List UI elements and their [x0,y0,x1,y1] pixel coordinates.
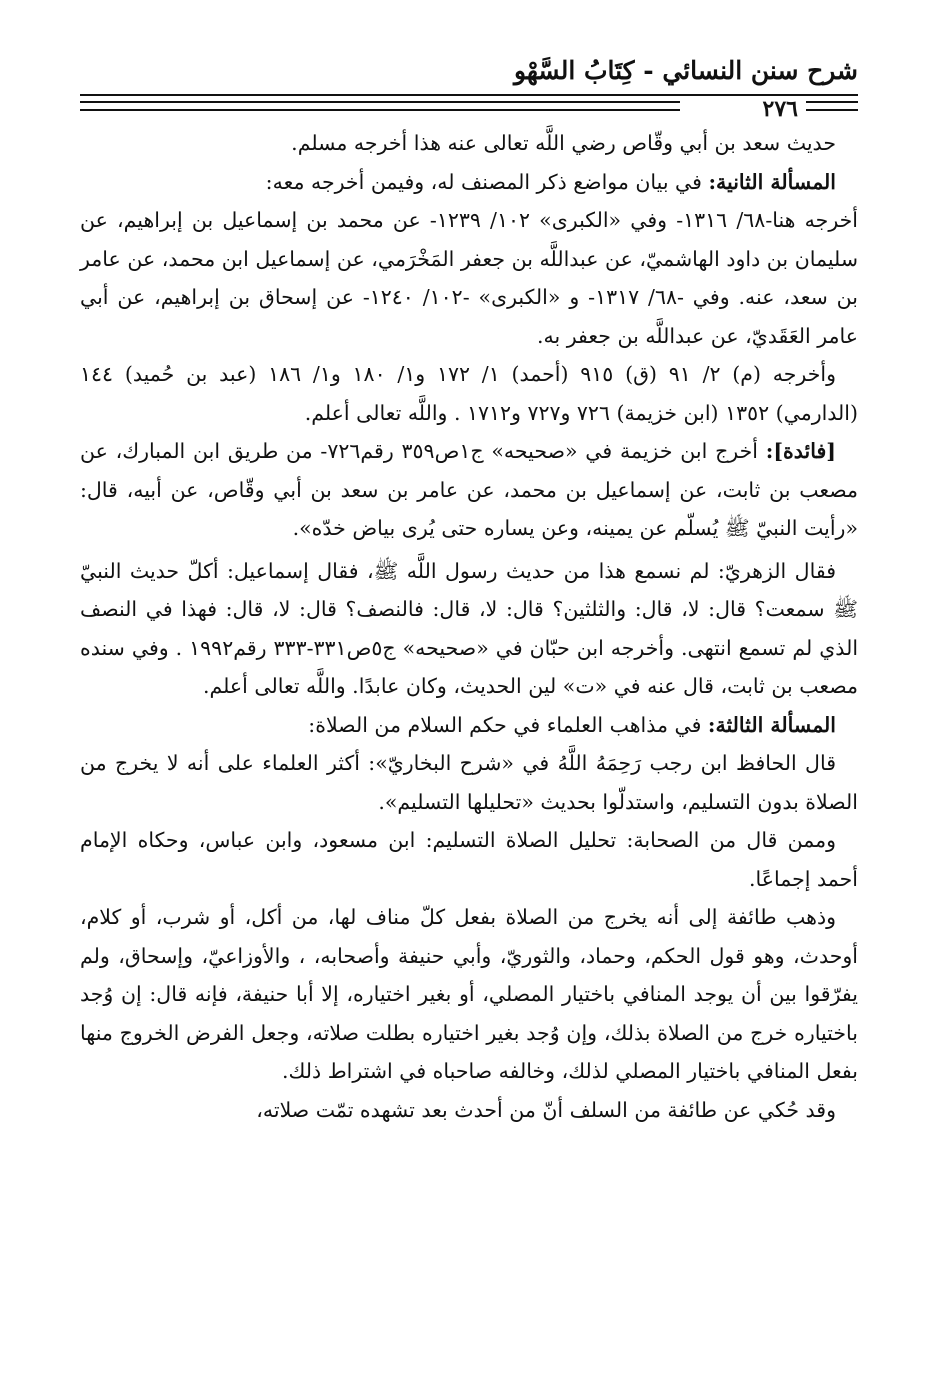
paragraph-label: [فائدة]: [765,439,836,463]
running-header [80,56,858,96]
body-text [80,124,858,1129]
header-title: شرح سنن النسائي - كِتَابُ السَّهْو [513,56,858,85]
double-rule-right [806,101,858,111]
paragraph [80,898,858,1091]
paragraph-text: في بيان مواضع ذكر المصنف له، وفيمن أخرجه معه: [265,169,709,194]
paragraph-label: المسألة الثانية: [708,169,836,194]
paragraph-text: قال الحافظ ابن رجب رَحِمَهُ اللَّهُ في «شرح البخاريّ»: أكثر العلماء على أنه لا يخرج من الصلاة بدون التسليم، واستدلّوا بحديث «تحليلها التسليم». [80,751,858,814]
paragraph-text: فقال الزهريّ: لم نسمع هذا من حديث رسول اللَّه ﷺ، فقال إسماعيل: أكلّ حديث النبيّ ﷺ سمعت؟ قال: لا، قال: والثلثين؟ قال: لا، قال: فالنصف؟ قال: لا، قال: فهذا في النصف الذي لم تسمع انتهى. وأخرجه ابن حبّان في «صحيحه» ج٥ص٣٣١-٣٣٣ رقم١٩٩٢ . وفي سنده مصعب بن ثابت، قال عنه في «ت» لين الحديث، وكان عابدًا. واللَّه تعالى أعلم. [80,558,859,698]
paragraph-text: وممن قال من الصحابة: تحليل الصلاة التسليم: ابن مسعود، وابن عباس، وحكاه الإمام أحمد إجماعًا. [80,828,858,891]
paragraph [80,744,858,821]
paragraph-text: وأخرجه (م) ٢/ ٩١ (ق) ٩١٥ (أحمد) ١/ ١٧٢ و١/ ١٨٠ و١/ ١٨٦ (عبد بن حُميد) ١٤٤ (الدارمي) ١٣٥٢ (ابن خزيمة) ٧٢٦ و٧٢٧ و١٧١٢ . واللَّه تعالى أعلم. [80,362,858,425]
page-number: ٢٧٦ [762,96,798,122]
double-rule-left [80,101,680,111]
paragraph-text: أخرج ابن خزيمة في «صحيحه» ج١ص٣٥٩ رقم٧٢٦- من طريق ابن المبارك، عن مصعب بن ثابت، عن إسماعيل بن محمد، عن عامر بن سعد بن أبي وقّاص، عن أبيه، قال: «رأيت النبيّ ﷺ يُسلّم عن يمينه، وعن يساره حتى يُرى بياض خدّه». [80,439,858,540]
paragraph [80,821,858,898]
paragraph [80,201,858,355]
paragraph [80,552,858,706]
paragraph-text: أخرجه هنا-٦٨/ ١٣١٦- وفي «الكبرى» ١٠٢/ ١٢٣٩- عن محمد بن إسماعيل بن إبراهيم، عن سليمان بن داود الهاشميّ، عن عبداللَّه بن جعفر المَخْرَمي، عن إسماعيل ابن محمد، عن عامر بن سعد، عنه. وفي -٦٨/ ١٣١٧- و «الكبرى» -١٠٢/ ١٢٤٠- عن إسحاق بن إبراهيم، عن أبي عامر العَقَديّ، عن عبداللَّه بن جعفر به. [80,208,858,348]
paragraph [80,1091,858,1130]
paragraph-label: المسألة الثالثة: [707,712,836,737]
paragraph-text: في مذاهب العلماء في حكم السلام من الصلاة: [308,712,708,737]
paragraph-text: وقد حُكي عن طائفة من السلف أنّ من أحدث بعد تشهده تمّت صلاته، [256,1097,836,1122]
paragraph [80,163,858,202]
paragraph-text: حديث سعد بن أبي وقّاص رضي اللَّه تعالى عنه هذا أخرجه مسلم. [291,131,836,155]
paragraph [80,706,858,745]
paragraph-text: وذهب طائفة إلى أنه يخرج من الصلاة بفعل كلّ مناف لها، من أكل، أو شرب، أو كلام، أوحدث، وهو قول الحكم، وحماد، والثوريّ، وأبي حنيفة وأصحابه، ، والأوزاعيّ، وإسحاق، ولم يفرّقوا بين أن يوجد المنافي باختيار المصلي، أو بغير اختياره، إلا أبا حنيفة، فإنه قال: إن وُجد باختياره خرج من الصلاة بذلك، وإن وُجد بغير اختياره بطلت صلاته، وجعل الفرض الخروج منها بفعل المنافي باختيار المصلي لذلك، وخالفه صاحباه في اشتراط ذلك. [80,905,858,1083]
page-number-bar [80,96,858,120]
paragraph [80,432,858,548]
paragraph [80,355,858,432]
paragraph [80,124,858,163]
